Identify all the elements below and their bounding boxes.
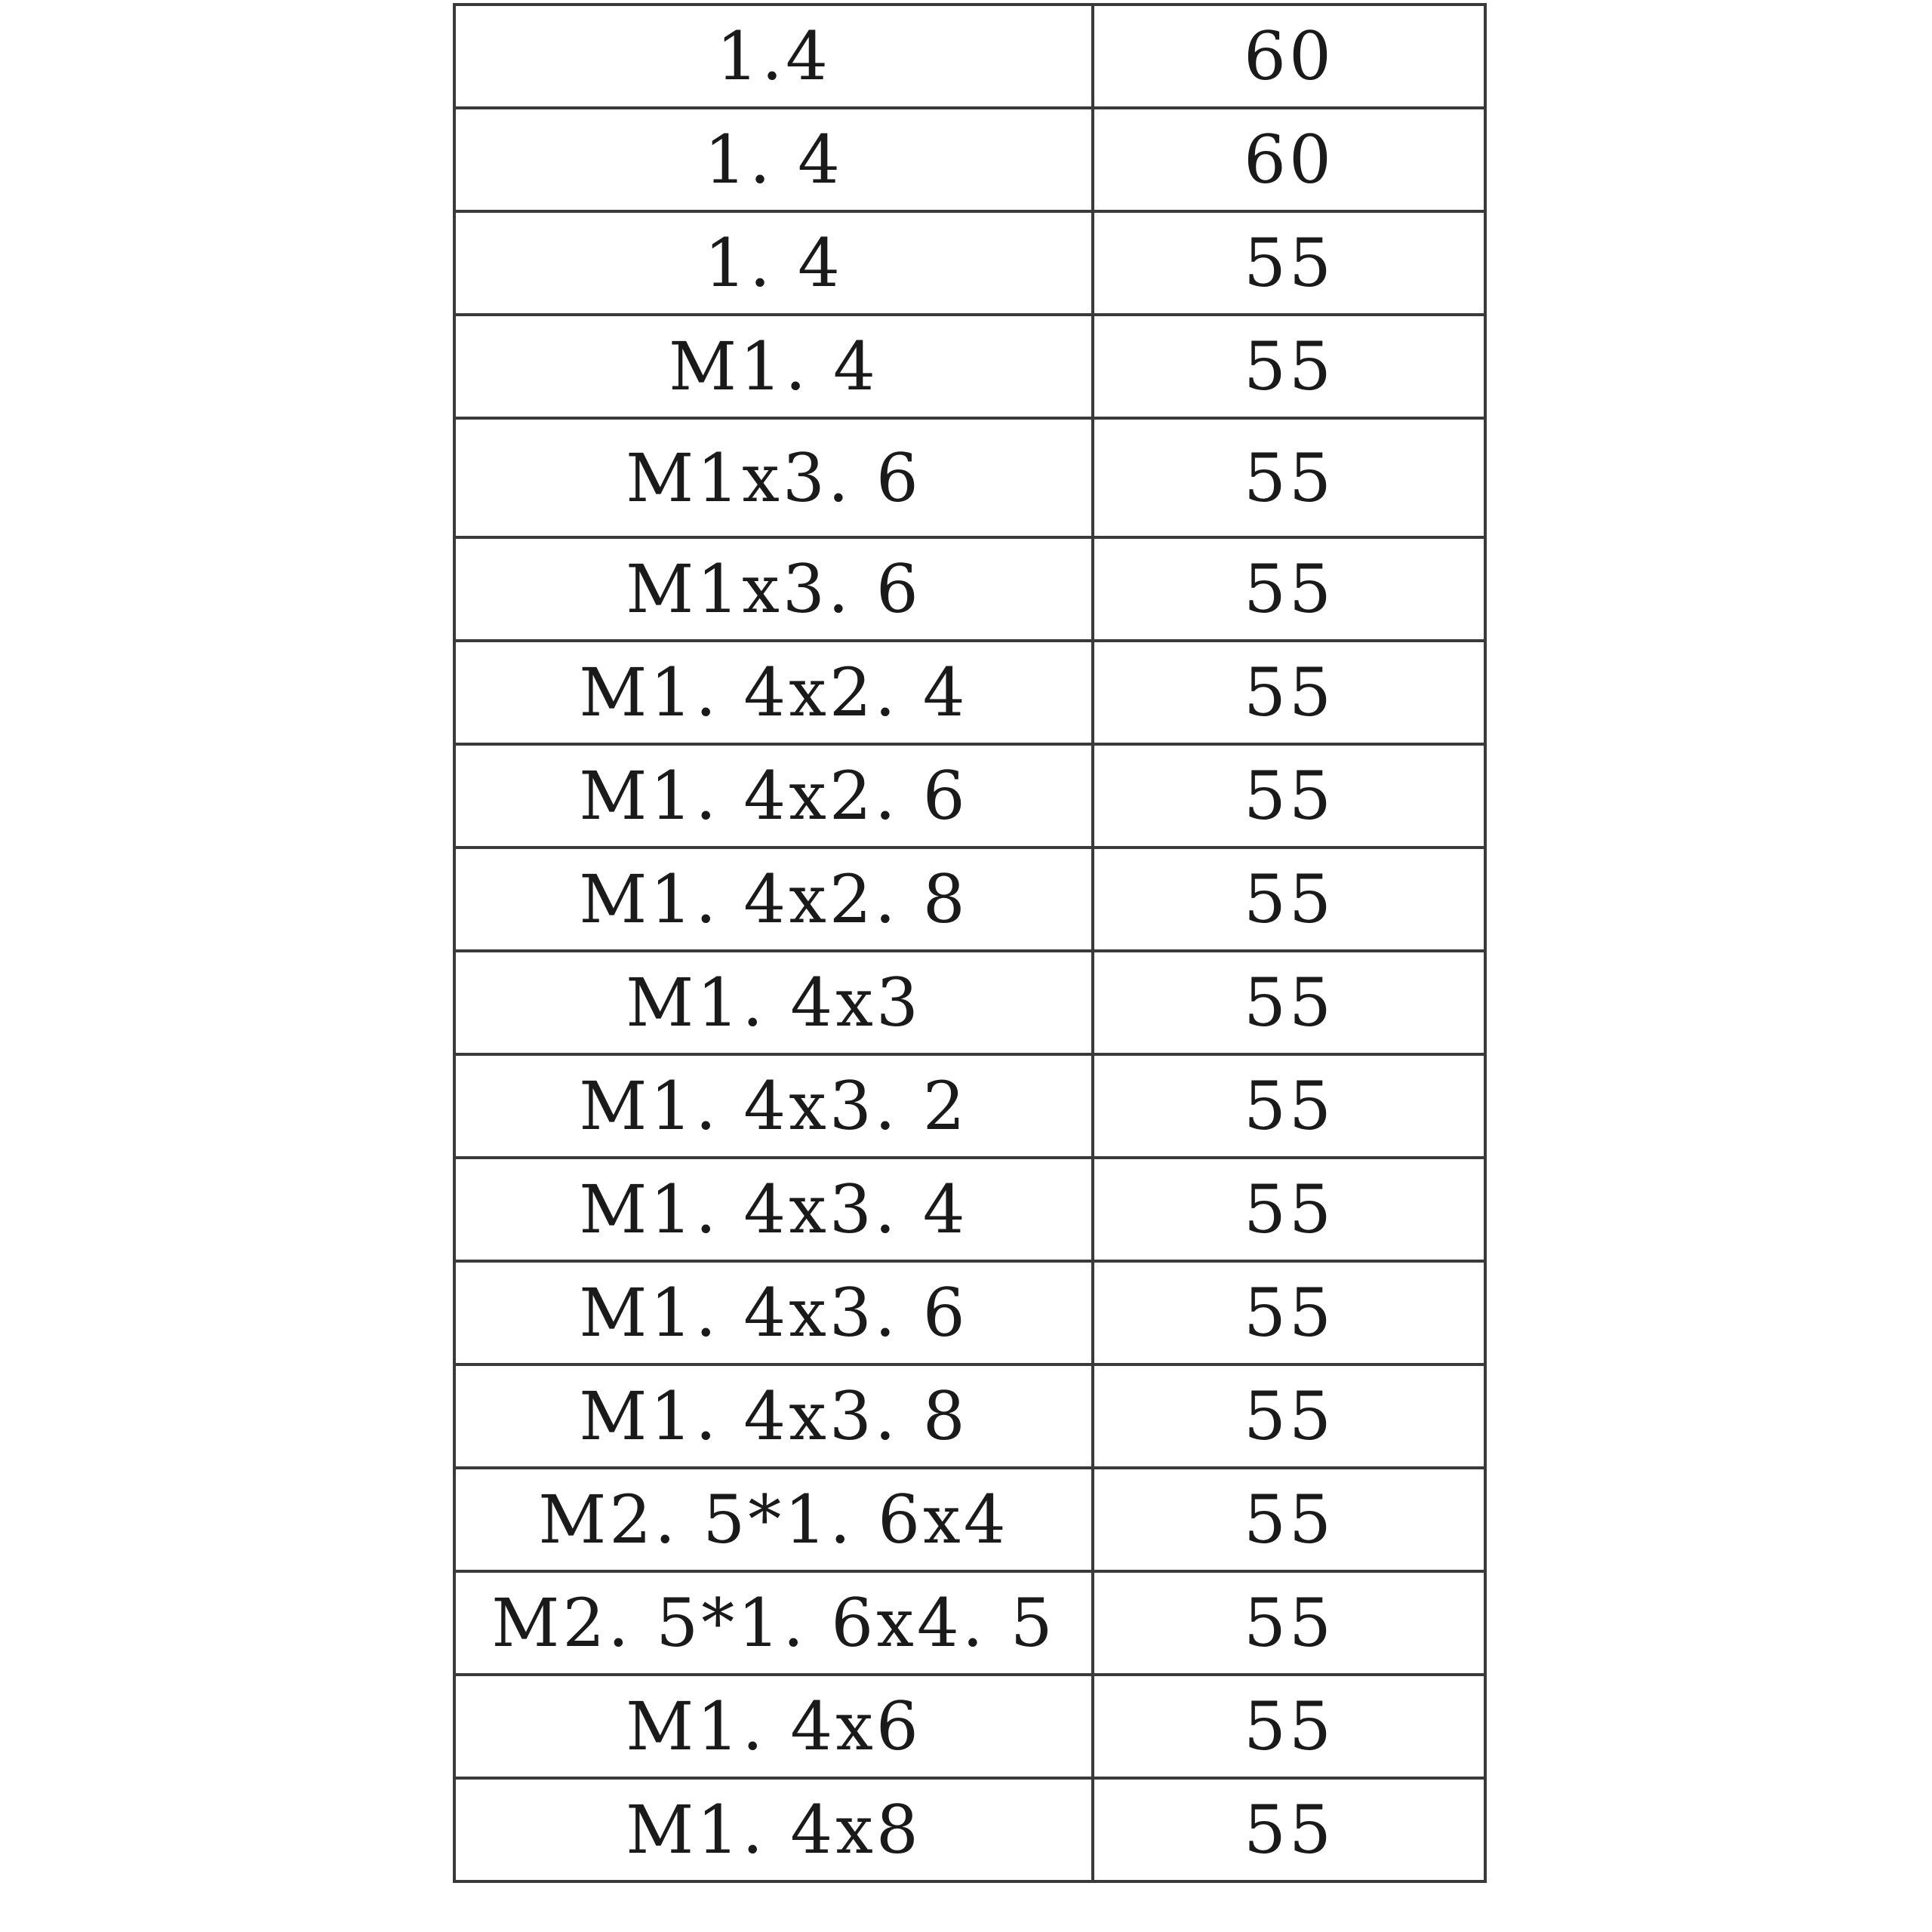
table-row [454,315,1485,418]
value-cell: 55 [1093,1778,1485,1881]
spec-cell: M2. 5*1. 6x4. 5 [454,1571,1093,1675]
value-cell: 60 [1093,5,1485,108]
value-cell: 55 [1093,1054,1485,1158]
spec-cell: M1. 4x3. 2 [454,1054,1093,1158]
table-row [454,1675,1485,1778]
value-cell: 55 [1093,315,1485,418]
table-row [454,1571,1485,1675]
spec-cell: M1. 4x2. 6 [454,744,1093,848]
spec-cell: M1. 4x8 [454,1778,1093,1881]
value-cell: 55 [1093,418,1485,537]
value-cell: 55 [1093,744,1485,848]
value-cell: 55 [1093,1364,1485,1468]
spec-cell: 1. 4 [454,211,1093,315]
spec-cell: M1. 4 [454,315,1093,418]
table-row [454,537,1485,641]
spec-cell: M1. 4x2. 8 [454,848,1093,951]
spec-table [453,3,1487,1883]
spec-cell: 1. 4 [454,108,1093,211]
table-row [454,418,1485,537]
table-row [454,744,1485,848]
spec-cell: M1. 4x3. 4 [454,1158,1093,1261]
table-row [454,1468,1485,1571]
value-cell: 55 [1093,1468,1485,1571]
value-cell: 55 [1093,1571,1485,1675]
spec-cell: M1. 4x3. 6 [454,1261,1093,1364]
value-cell: 55 [1093,1158,1485,1261]
table-row [454,1778,1485,1881]
table-row [454,848,1485,951]
value-cell: 55 [1093,537,1485,641]
spec-cell: M1. 4x6 [454,1675,1093,1778]
spec-cell: M1x3. 6 [454,418,1093,537]
value-cell: 55 [1093,1675,1485,1778]
table-row [454,211,1485,315]
value-cell: 55 [1093,1261,1485,1364]
value-cell: 55 [1093,641,1485,744]
value-cell: 55 [1093,848,1485,951]
table-row [454,108,1485,211]
spec-cell: M1x3. 6 [454,537,1093,641]
value-cell: 55 [1093,211,1485,315]
spec-cell: M2. 5*1. 6x4 [454,1468,1093,1571]
table-row [454,1364,1485,1468]
value-cell: 55 [1093,951,1485,1054]
spec-cell: M1. 4x3 [454,951,1093,1054]
table-row [454,1261,1485,1364]
spec-cell: M1. 4x3. 8 [454,1364,1093,1468]
spec-cell: M1. 4x2. 4 [454,641,1093,744]
table-row [454,951,1485,1054]
table-row [454,1054,1485,1158]
table-row [454,1158,1485,1261]
table-row [454,641,1485,744]
spec-cell: 1.4 [454,5,1093,108]
value-cell: 60 [1093,108,1485,211]
table-row [454,5,1485,108]
